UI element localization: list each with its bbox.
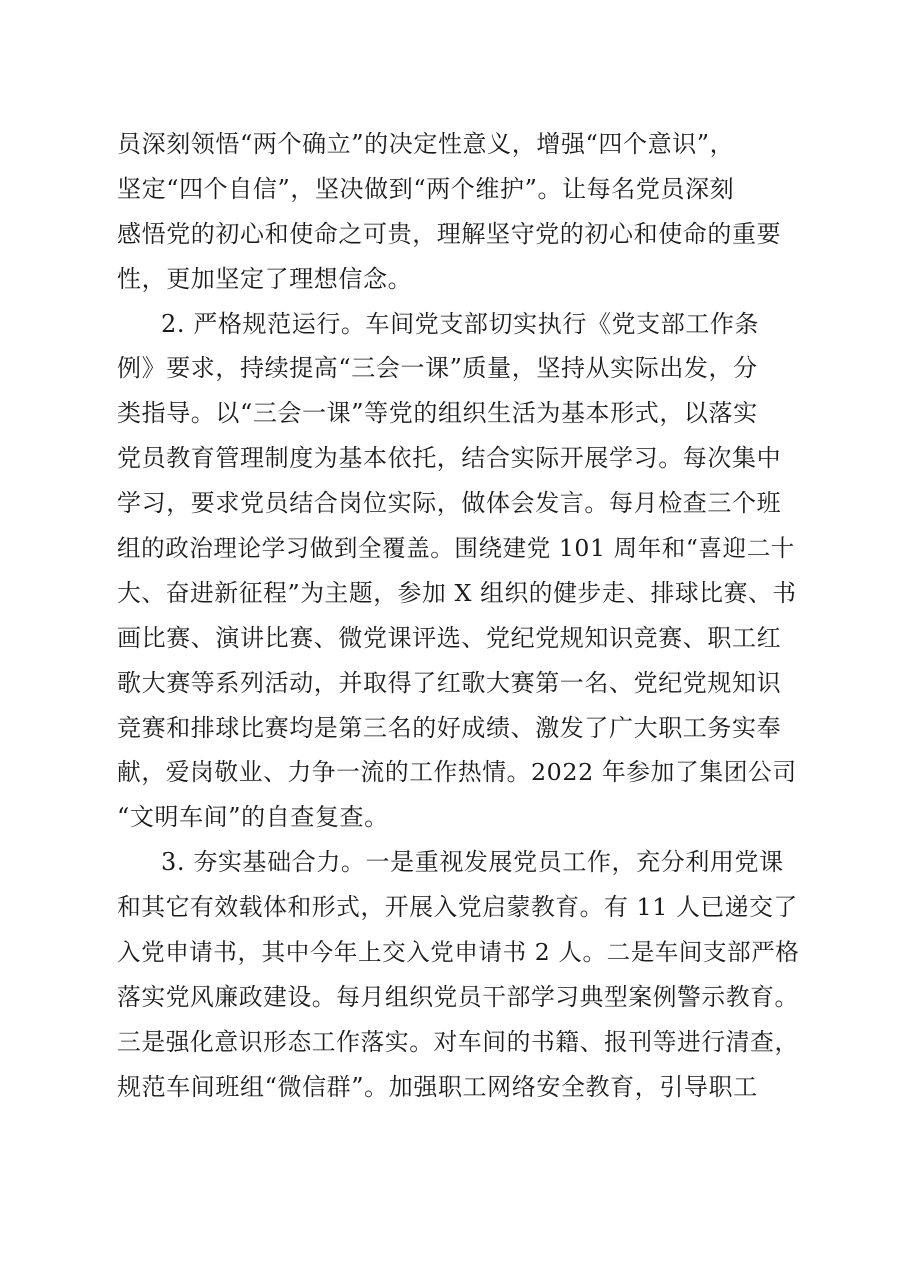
- text-line: 和其它有效载体和形式，开展入党启蒙教育。有 11 人已递交了: [117, 893, 798, 922]
- text-line: 感悟党的初心和使命之可贵，理解坚守党的初心和使命的重要: [117, 219, 782, 248]
- text-line: 入党申请书，其中今年上交入党申请书 2 人。二是车间支部严格: [117, 938, 800, 967]
- text-line: 例》要求，持续提高“三会一课”质量，坚持从实际出发，分: [117, 354, 758, 383]
- text-line: 三是强化意识形态工作落实。对车间的书籍、报刊等进行清查，: [117, 1027, 799, 1056]
- text-line: 歌大赛等系列活动，并取得了红歌大赛第一名、党纪党规知识: [117, 668, 782, 697]
- text-line: 坚定“四个自信”，坚决做到“两个维护”。让每名党员深刻: [117, 174, 735, 203]
- text-line: 规范车间班组“微信群”。加强职工网络安全教育，引导职工: [117, 1072, 758, 1101]
- text-line: 组的政治理论学习做到全覆盖。围绕建党 101 周年和“喜迎二十: [117, 534, 795, 563]
- text-line: 学习，要求党员结合岗位实际，做体会发言。每月检查三个班: [117, 489, 782, 518]
- body-text: [117, 122, 800, 1110]
- text-line: “文明车间”的自查复查。: [117, 803, 389, 832]
- text-line: 性，更加坚定了理想信念。: [117, 264, 413, 293]
- paragraph-start-line: 2. 严格规范运行。车间党支部切实执行《党支部工作条: [161, 309, 760, 338]
- text-line: 献，爱岗敬业、力争一流的工作热情。2022 年参加了集团公司: [117, 758, 797, 787]
- text-line: 大、奋进新征程”为主题，参加 X 组织的健步走、排球比赛、书: [117, 578, 797, 607]
- text-line: 类指导。以“三会一课”等党的组织生活为基本形式，以落实: [117, 399, 758, 428]
- text-line: 落实党风廉政建设。每月组织党员干部学习典型案例警示教育。: [117, 982, 799, 1011]
- text-line: 党员教育管理制度为基本依托，结合实际开展学习。每次集中: [117, 444, 782, 473]
- text-line: 画比赛、演讲比赛、微党课评选、党纪党规知识竞赛、职工红: [117, 623, 782, 652]
- text-line: 竞赛和排球比赛均是第三名的好成绩、激发了广大职工务实奉: [117, 713, 782, 742]
- text-line: 员深刻领悟“两个确立”的决定性意义，增强“四个意识”，: [117, 130, 735, 158]
- paragraph-start-line: 3. 夯实基础合力。一是重视发展党员工作，充分利用党课: [161, 848, 784, 877]
